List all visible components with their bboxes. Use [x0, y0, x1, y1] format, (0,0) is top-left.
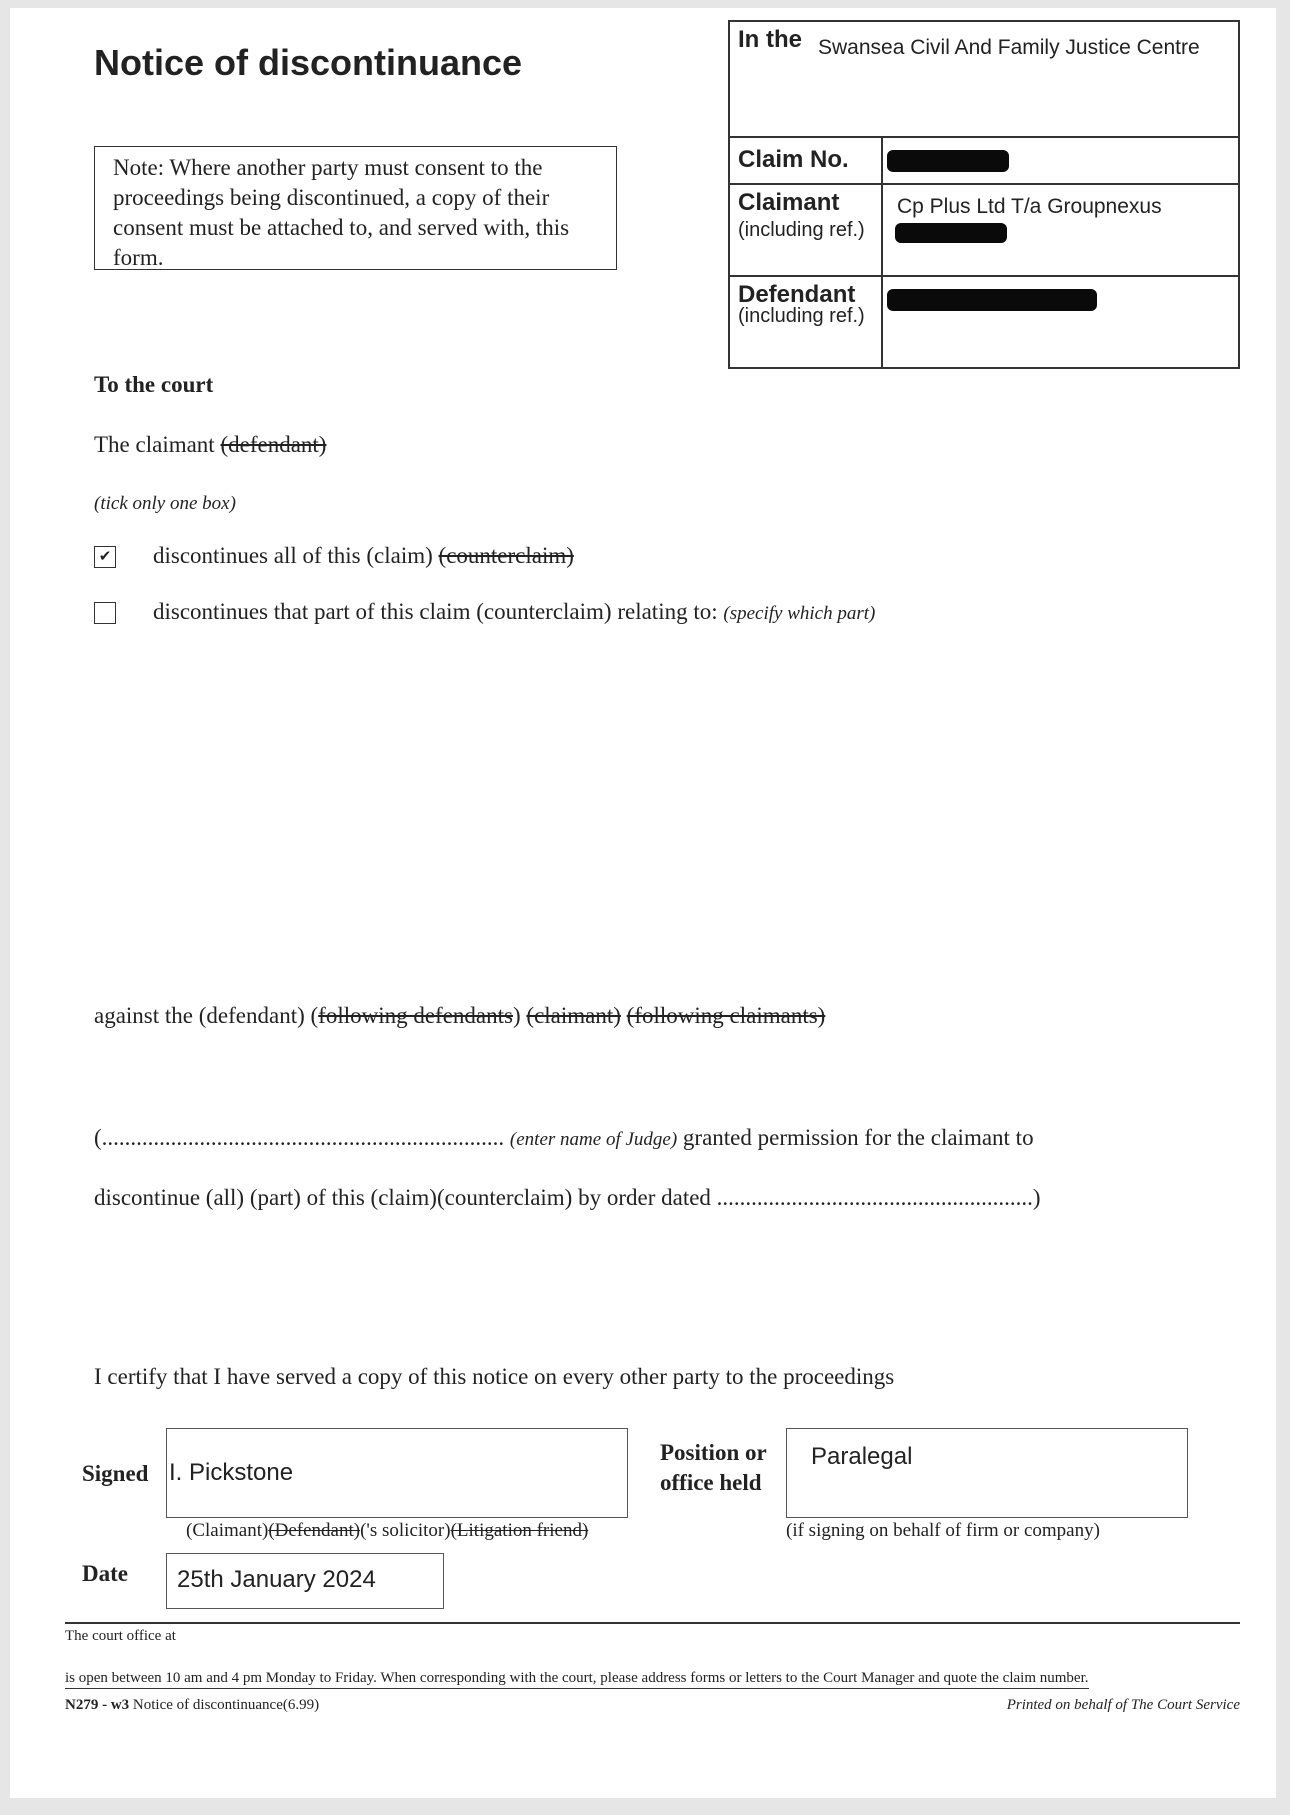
court-office-label: The court office at: [65, 1628, 176, 1644]
against-sep: ): [512, 1003, 527, 1028]
caption-claimant: (Claimant): [186, 1520, 269, 1541]
in-the-label: In the: [738, 26, 802, 53]
consent-note: Note: Where another party must consent to the proceedings being discontinued, a copy of their consent must be attached to, and served with, this form.: [94, 146, 617, 270]
caption-solicitor: ('s solicitor): [360, 1520, 451, 1541]
claimant-label: Claimant: [738, 189, 840, 216]
court-hours-text: is open between 10 am and 4 pm Monday to Friday. When corresponding with the court, please address forms or letters to the Court Manager and quote the claim number.: [65, 1670, 1089, 1689]
caption-defendant-struck: (Defendant): [268, 1520, 361, 1541]
discontinue-all-option: [153, 543, 574, 569]
claim-no-label-cell: [728, 136, 883, 185]
against-line: [94, 1003, 825, 1029]
tick-instruction: (tick only one box): [94, 493, 236, 514]
redaction-mark: [887, 150, 1009, 172]
redaction-mark: [895, 223, 1007, 243]
specify-part-hint: (specify which part): [723, 603, 876, 624]
printed-by: Printed on behalf of The Court Service: [1006, 1697, 1240, 1713]
signed-field[interactable]: I. Pickstone: [166, 1428, 628, 1518]
redaction-mark: [887, 289, 1097, 311]
defendant-label-cell: [728, 275, 883, 369]
discontinue-all-checkbox[interactable]: ✔: [94, 546, 116, 568]
court-name: Swansea Civil And Family Justice Centre: [818, 36, 1200, 59]
option-all-struck: (counterclaim): [438, 543, 574, 568]
discontinue-part-option: [153, 599, 875, 625]
defendant-value-cell: [881, 275, 1240, 369]
form-page: [10, 8, 1276, 1798]
form-reference: [65, 1697, 319, 1714]
party-claimant: The claimant: [94, 432, 221, 457]
judge-rest: granted permission for the claimant to: [682, 1125, 1034, 1150]
judge-hint: (enter name of Judge): [509, 1129, 678, 1150]
including-ref-label: (including ref.): [738, 219, 865, 241]
party-defendant-struck: (defendant): [220, 432, 327, 457]
claim-no-value-cell: [881, 136, 1240, 185]
judge-permission-line: [94, 1125, 1034, 1151]
against-prefix: against the (defendant) (: [94, 1003, 319, 1028]
position-field[interactable]: Paralegal: [786, 1428, 1188, 1518]
date-label: Date: [82, 1561, 128, 1586]
claimant-label-cell: [728, 183, 883, 277]
date-field[interactable]: 25th January 2024: [166, 1553, 444, 1609]
claim-no-label: Claim No.: [738, 146, 849, 173]
option-part-text: discontinues that part of this claim (counterclaim) relating to:: [153, 599, 724, 624]
against-struck-claimants: (following claimants): [626, 1003, 826, 1028]
page-title: Notice of discontinuance: [94, 42, 523, 83]
including-ref-label: (including ref.): [738, 305, 865, 327]
defendant-label: Defendant: [738, 281, 856, 308]
against-struck-claimant: (claimant): [526, 1003, 621, 1028]
signed-caption: [186, 1520, 588, 1542]
position-label-line2: office held: [660, 1470, 762, 1495]
signed-label: Signed: [82, 1461, 149, 1486]
certify-statement: I certify that I have served a copy of this notice on every other party to the proceedings: [94, 1364, 895, 1389]
order-dated-line: discontinue (all) (part) of this (claim)(counterclaim) by order dated .......................................................): [94, 1185, 1041, 1210]
position-label-line1: Position or: [660, 1440, 767, 1465]
option-all-text: discontinues all of this (claim): [153, 543, 439, 568]
to-the-court-heading: To the court: [94, 372, 214, 397]
caption-litigation-struck: (Litigation friend): [450, 1520, 589, 1541]
claimant-name: Cp Plus Ltd T/a Groupnexus: [897, 195, 1162, 218]
form-code: N279 - w3: [65, 1697, 130, 1713]
claimant-value-cell: [881, 183, 1240, 277]
position-caption: (if signing on behalf of firm or company): [786, 1520, 1100, 1541]
against-struck-defendants: following defendants: [318, 1003, 513, 1028]
court-name-cell: [728, 20, 1240, 138]
form-name: Notice of discontinuance(6.99): [132, 1697, 320, 1713]
discontinue-part-checkbox[interactable]: [94, 602, 116, 624]
footer-divider: [65, 1622, 1240, 1624]
party-line: [94, 432, 326, 458]
position-label: [660, 1438, 767, 1498]
judge-dotted: (......................................................................: [94, 1125, 505, 1150]
